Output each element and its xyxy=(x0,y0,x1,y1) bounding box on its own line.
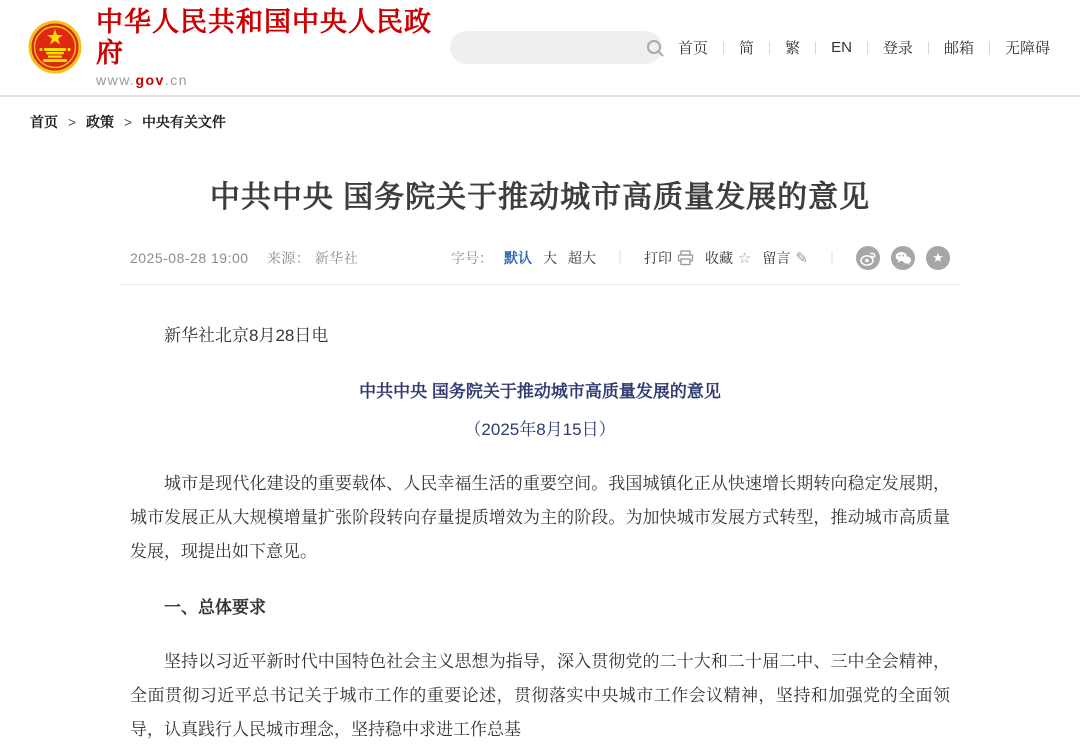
nav-home[interactable]: 首页 xyxy=(677,40,708,57)
breadcrumb-central-documents[interactable]: 中央有关文件 xyxy=(141,114,226,130)
url-gov: gov xyxy=(135,72,165,89)
print-label: 打印 xyxy=(643,250,672,266)
favorite-label: 收藏 xyxy=(704,250,733,266)
search-box[interactable] xyxy=(450,31,662,64)
site-logo[interactable] xyxy=(28,7,450,88)
font-size-large-button[interactable]: 大 xyxy=(542,250,557,266)
share-wechat-button[interactable] xyxy=(891,246,915,270)
breadcrumb-separator: > xyxy=(67,114,77,130)
nav-login[interactable]: 登录 xyxy=(882,40,913,57)
wechat-icon xyxy=(891,246,915,270)
site-identity xyxy=(96,7,450,88)
paragraph: 坚持以习近平新时代中国特色社会主义思想为指导，深入贯彻党的二十大和二十届二中、三中全会精神，全面贯彻习近平总书记关于城市工作的重要论述，贯彻落实中央城市工作会议精神，坚持和加强党的全面领导，认真践行人民城市理念，坚持稳中求进工作总基 xyxy=(130,652,950,739)
meta-divider: ｜ xyxy=(825,250,839,266)
nav-accessibility[interactable]: 无障碍 xyxy=(1004,40,1050,57)
dateline: 新华社北京8月28日电 xyxy=(164,326,329,345)
site-url xyxy=(96,72,450,88)
favorite-button[interactable] xyxy=(705,248,751,268)
nav-separator: ｜ xyxy=(716,41,730,56)
breadcrumb-home[interactable]: 首页 xyxy=(30,114,58,130)
meta-divider: ｜ xyxy=(612,250,627,266)
site-header xyxy=(0,0,1080,97)
url-suf: .cn xyxy=(164,72,189,89)
url-pre: www. xyxy=(96,72,136,89)
national-emblem-icon xyxy=(28,19,82,77)
document-title: 中共中央 国务院关于推动城市高质量发展的意见 xyxy=(359,382,721,401)
comment-button[interactable] xyxy=(762,248,808,268)
nav-english[interactable]: EN xyxy=(831,39,852,56)
breadcrumb-separator: > xyxy=(123,114,133,130)
font-size-xlarge-button[interactable]: 超大 xyxy=(567,250,596,266)
site-title: 中华人民共和国中央人民政府 xyxy=(96,6,432,68)
publish-datetime: 2025-08-28 19:00 xyxy=(130,250,249,266)
nav-mail[interactable]: 邮箱 xyxy=(943,40,974,57)
source-name[interactable]: 新华社 xyxy=(314,250,359,266)
nav-separator: ｜ xyxy=(860,41,874,56)
nav-separator: ｜ xyxy=(921,41,935,56)
article-meta-left xyxy=(130,248,358,268)
share-favorite-button[interactable] xyxy=(926,246,950,270)
font-size-default-button[interactable]: 默认 xyxy=(503,250,532,266)
nav-separator: ｜ xyxy=(982,41,996,56)
document-date: （2025年8月15日） xyxy=(464,420,616,439)
top-nav xyxy=(678,37,1050,58)
article-meta-right xyxy=(451,246,950,270)
comment-label: 留言 xyxy=(762,250,791,266)
printer-icon xyxy=(677,250,694,266)
nav-separator: ｜ xyxy=(763,41,777,56)
article xyxy=(120,172,960,747)
font-size-label: 字号： xyxy=(450,250,493,266)
print-button[interactable] xyxy=(644,248,694,268)
weibo-icon xyxy=(856,246,880,270)
section-heading: 一、总体要求 xyxy=(164,598,266,617)
pencil-icon: ✎ xyxy=(795,250,808,267)
search-icon[interactable] xyxy=(645,38,665,58)
article-meta xyxy=(120,246,960,285)
star-icon: ★ xyxy=(932,250,944,266)
source-label: 来源： xyxy=(266,250,311,266)
search-input[interactable] xyxy=(464,31,645,64)
document-body xyxy=(120,319,960,747)
nav-simplified[interactable]: 简 xyxy=(739,40,755,57)
paragraph: 城市是现代化建设的重要载体、人民幸福生活的重要空间。我国城镇化正从快速增长期转向稳定发展期，城市发展正从大规模增量扩张阶段转向存量提质增效为主的阶段。为加快城市发展方式转型，推动城市高质量发展，现提出如下意见。 xyxy=(130,474,950,561)
nav-separator: ｜ xyxy=(809,41,823,56)
nav-traditional[interactable]: 繁 xyxy=(785,40,801,57)
page-title: 中共中央 国务院关于推动城市高质量发展的意见 xyxy=(209,181,871,214)
share-weibo-button[interactable] xyxy=(856,246,880,270)
breadcrumb-policy[interactable]: 政策 xyxy=(85,114,114,130)
breadcrumb xyxy=(0,97,1080,142)
star-outline-icon: ☆ xyxy=(737,250,752,267)
